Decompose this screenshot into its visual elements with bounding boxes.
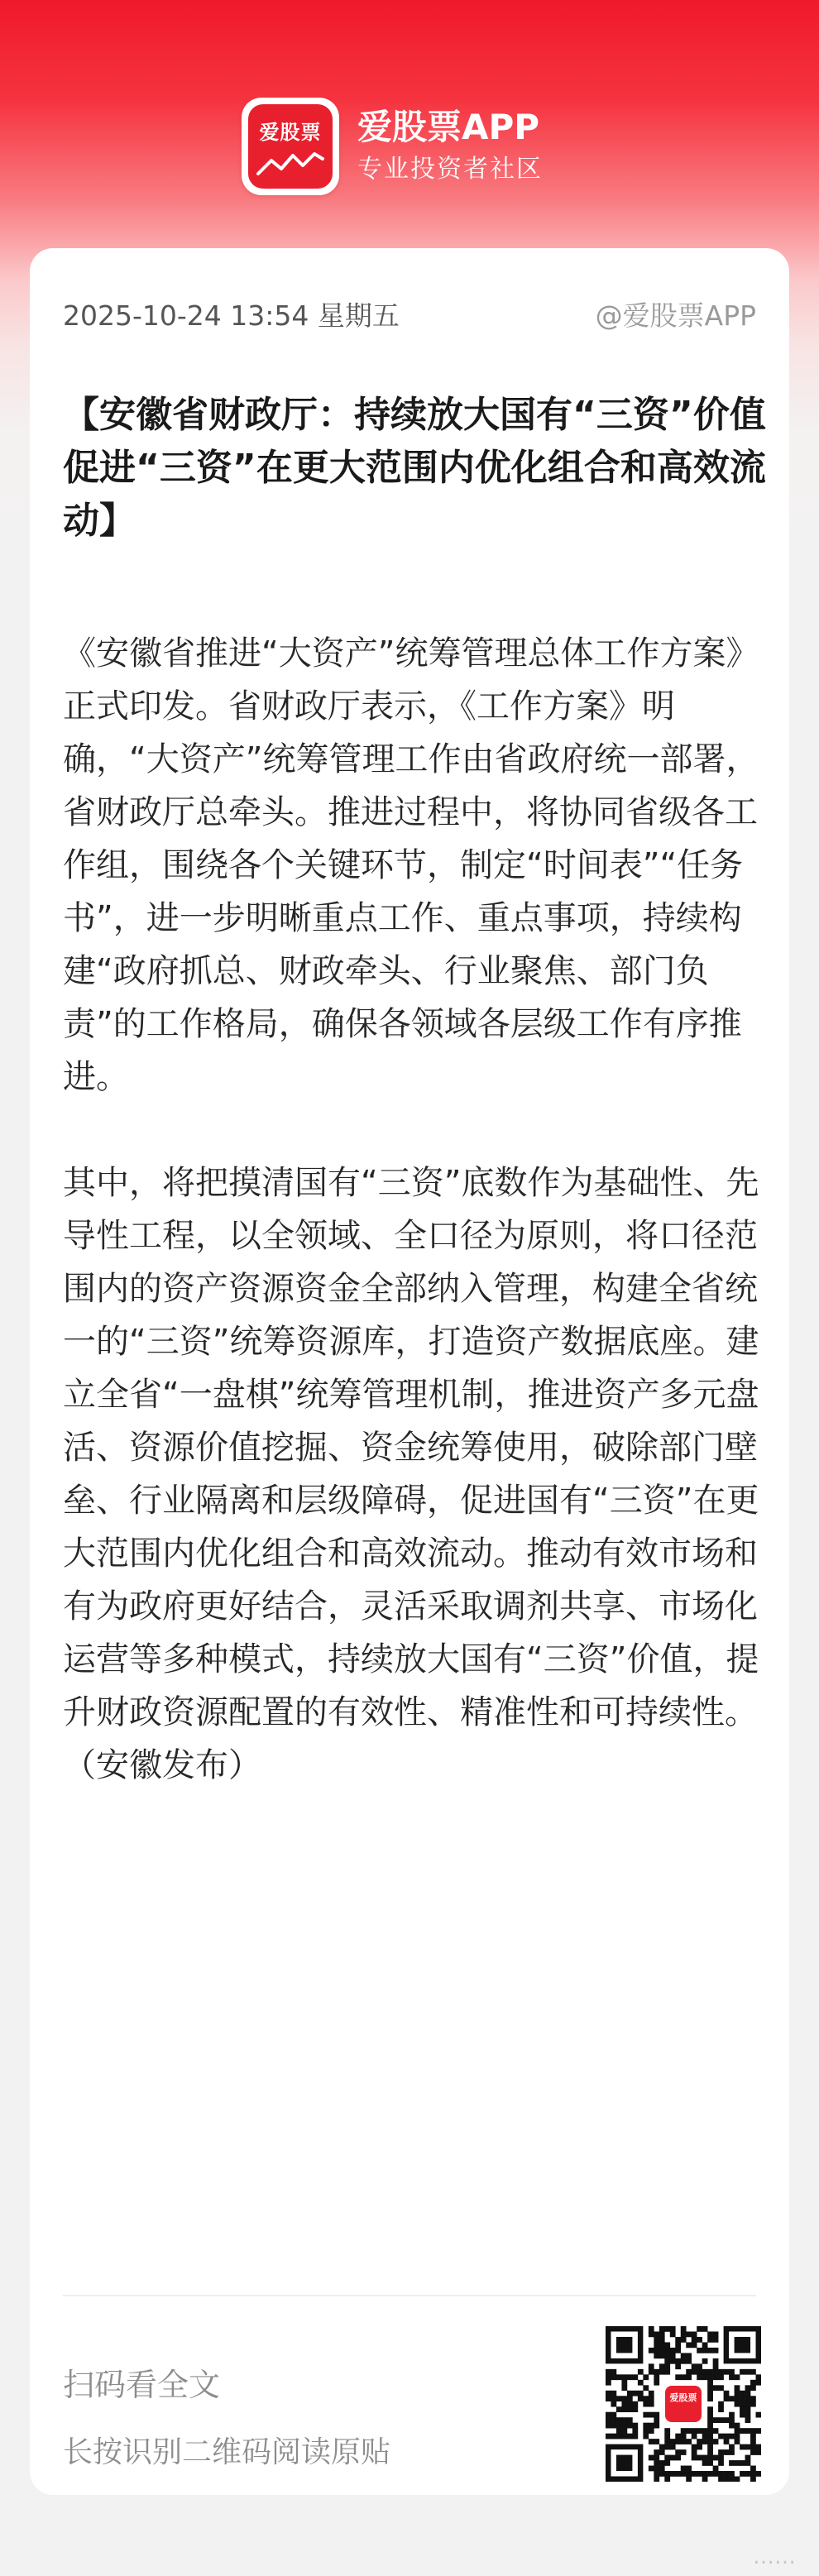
stock-chart-icon [256, 149, 324, 179]
publish-datetime: 2025-10-24 13:54 星期五 [63, 299, 400, 332]
app-logo-icon [242, 98, 339, 195]
qr-logo-icon [662, 2382, 705, 2425]
article-card [30, 248, 789, 2495]
footer-divider [63, 2295, 756, 2296]
article-paragraph: 《安徽省推进“大资产”统筹管理总体工作方案》正式印发。省财政厅表示，《工作方案》明确，“大资产”统筹管理工作由省政府统一部署，省财政厅总牵头。推进过程中，将协同省级各工作组，围绕各个关键环节，制定“时间表”“任务书”，进一步明晰重点工作、重点事项，持续构建“政府抓总、财政牵头、行业聚焦、部门负责”的工作格局，确保各领域各层级工作有序推进。 [63, 634, 759, 1096]
app-name: 爱股票APP [357, 107, 540, 147]
article-body [63, 627, 766, 1792]
app-logo-text: 爱股票 [259, 121, 322, 144]
article-title: 【安徽省财政厅：持续放大国有“三资”价值 促进“三资”在更大范围内优化组合和高效流动】 [63, 394, 766, 542]
qr-logo-text: 爱股票 [665, 2386, 702, 2422]
app-slogan: 专业投资者社区 [357, 155, 543, 184]
scan-label: 扫码看全文 [63, 2367, 221, 2403]
article-meta [63, 294, 756, 333]
brand-header [242, 98, 543, 195]
scan-hint: 长按识别二维码阅读原贴 [63, 2435, 391, 2469]
qr-code[interactable] [606, 2326, 761, 2482]
watermark: …… [753, 2545, 796, 2569]
article-paragraph: 其中，将把摸清国有“三资”底数作为基础性、先导性工程，以全领域、全口径为原则，将口径范围内的资产资源资金全部纳入管理，构建全省统一的“三资”统筹资源库，打造资产数据底座。建立全省“一盘棋”统筹管理机制，推进资产多元盘活、资源价值挖掘、资金统筹使用，破除部门壁垒、行业隔离和层级障碍，促进国有“三资”在更大范围内优化组合和高效流动。推动有效市场和有为政府更好结合，灵活采取调剂共享、市场化运营等多种模式，持续放大国有“三资”价值，提升财政资源配置的有效性、精准性和可持续性。（安徽发布） [63, 1164, 759, 1784]
article-source: @爱股票APP [595, 299, 756, 332]
